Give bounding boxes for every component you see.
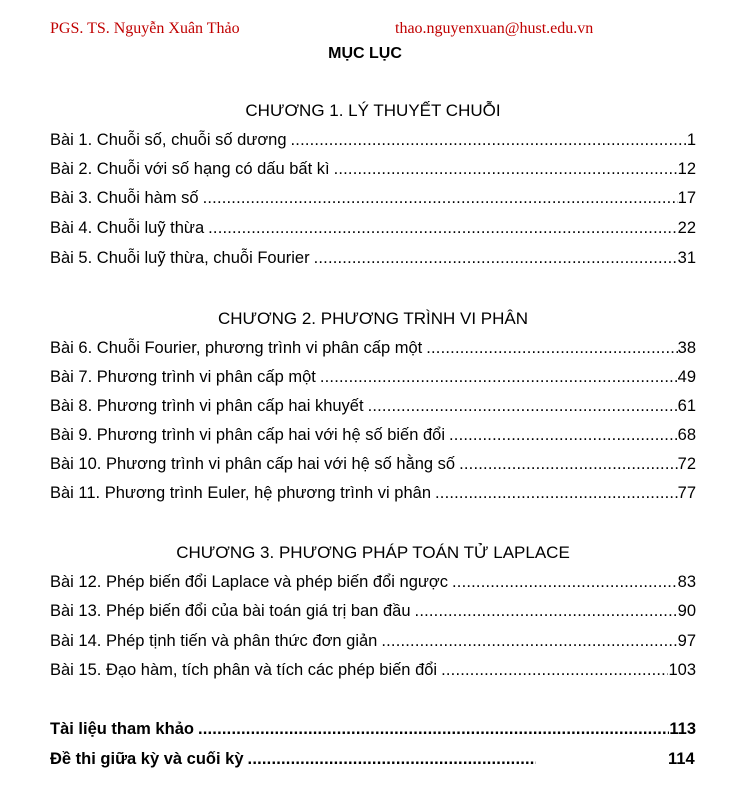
leader-dots [415,602,678,621]
leader-dots [452,573,678,592]
toc-entry-references[interactable] [50,720,696,742]
toc-entry[interactable] [50,160,696,182]
toc-entry-label: Đề thi giữa kỳ và cuối kỳ [50,750,244,768]
toc-entry[interactable] [50,455,696,477]
toc-entry-page: 22 [677,219,696,237]
toc-entry-page: 90 [677,602,696,620]
toc-entry[interactable] [50,249,696,271]
toc-entry-page: 31 [677,249,696,267]
toc-entry-label: Bài 5. Chuỗi luỹ thừa, chuỗi Fourier [50,249,310,267]
leader-dots [248,750,536,769]
leader-dots [449,426,678,445]
toc-entry-label: Bài 12. Phép biến đổi Laplace và phép biến đổi ngược [50,573,448,591]
leader-dots [320,368,678,387]
toc-entry-label: Bài 15. Đạo hàm, tích phân và tích các phép biến đổi [50,661,438,679]
toc-entry-label: Bài 4. Chuỗi luỹ thừa [50,219,205,237]
toc-entry[interactable] [50,368,696,390]
toc-entry-label: Bài 2. Chuỗi với số hạng có dấu bất kì [50,160,330,178]
toc-entry-page: 61 [677,397,696,415]
toc-entry[interactable] [50,219,696,241]
toc-entry-label: Bài 11. Phương trình Euler, hệ phương trình vi phân [50,484,431,502]
leader-dots [381,632,677,651]
toc-entry-page: 72 [677,455,696,473]
leader-dots [314,249,678,268]
toc-entry[interactable] [50,484,696,506]
leader-dots [435,484,678,503]
toc-entry-page: 113 [669,720,696,738]
toc-entry-page: 114 [668,750,695,768]
toc-entry[interactable] [50,573,696,595]
leader-dots [441,661,668,680]
chapter-2-title: CHƯƠNG 2. PHƯƠNG TRÌNH VI PHÂN [217,309,529,328]
toc-entry-page: 77 [677,484,696,502]
toc-entry[interactable] [50,632,696,654]
toc-entry-label: Bài 10. Phương trình vi phân cấp hai với hệ số hằng số [50,455,456,473]
toc-entry-page: 83 [677,573,696,591]
chapter-3-title: CHƯƠNG 3. PHƯƠNG PHÁP TOÁN TỬ LAPLACE [176,543,570,562]
toc-entry[interactable] [50,602,696,624]
toc-entry-page: 1 [686,131,696,149]
toc-entry-page: 68 [677,426,696,444]
toc-entry-label: Bài 1. Chuỗi số, chuỗi số dương [50,131,287,149]
toc-entry-label: Bài 3. Chuỗi hàm số [50,189,199,207]
toc-entry-page: 97 [677,632,696,650]
toc-entry-label: Bài 14. Phép tịnh tiến và phân thức đơn giản [50,632,378,650]
toc-entry-page: 17 [677,189,696,207]
toc-entry-label: Bài 7. Phương trình vi phân cấp một [50,368,316,386]
toc-entry-page: 103 [668,661,696,679]
toc-entry-label: Bài 9. Phương trình vi phân cấp hai với hệ số biến đổi [50,426,446,444]
chapter-1-title: CHƯƠNG 1. LÝ THUYẾT CHUỖI [245,101,501,120]
toc-entry-label: Bài 13. Phép biến đổi của bài toán giá trị ban đầu [50,602,411,620]
toc-entry[interactable] [50,339,696,361]
toc-entry[interactable] [50,131,696,153]
toc-entry[interactable] [50,426,696,448]
toc-entry[interactable] [50,189,696,211]
toc-entry-label: Tài liệu tham khảo [50,720,194,738]
toc-entry[interactable] [50,661,696,683]
author-name: PGS. TS. Nguyễn Xuân Thảo [50,20,240,37]
toc-entry-label: Bài 8. Phương trình vi phân cấp hai khuyết [50,397,364,415]
toc-entry-exams[interactable] [50,750,536,772]
leader-dots [459,455,678,474]
toc-entry[interactable] [50,397,696,419]
leader-dots [203,189,678,208]
toc-entry-page: 38 [677,339,696,357]
leader-dots [291,131,687,150]
leader-dots [208,219,678,238]
toc-entry-page: 49 [677,368,696,386]
page-title: MỤC LỤC [328,45,402,62]
leader-dots [368,397,678,416]
leader-dots [198,720,669,739]
author-email: thao.nguyenxuan@hust.edu.vn [395,20,594,37]
toc-entry-label: Bài 6. Chuỗi Fourier, phương trình vi phân cấp một [50,339,423,357]
leader-dots [334,160,678,179]
toc-entry-page: 12 [677,160,696,178]
leader-dots [426,339,677,358]
